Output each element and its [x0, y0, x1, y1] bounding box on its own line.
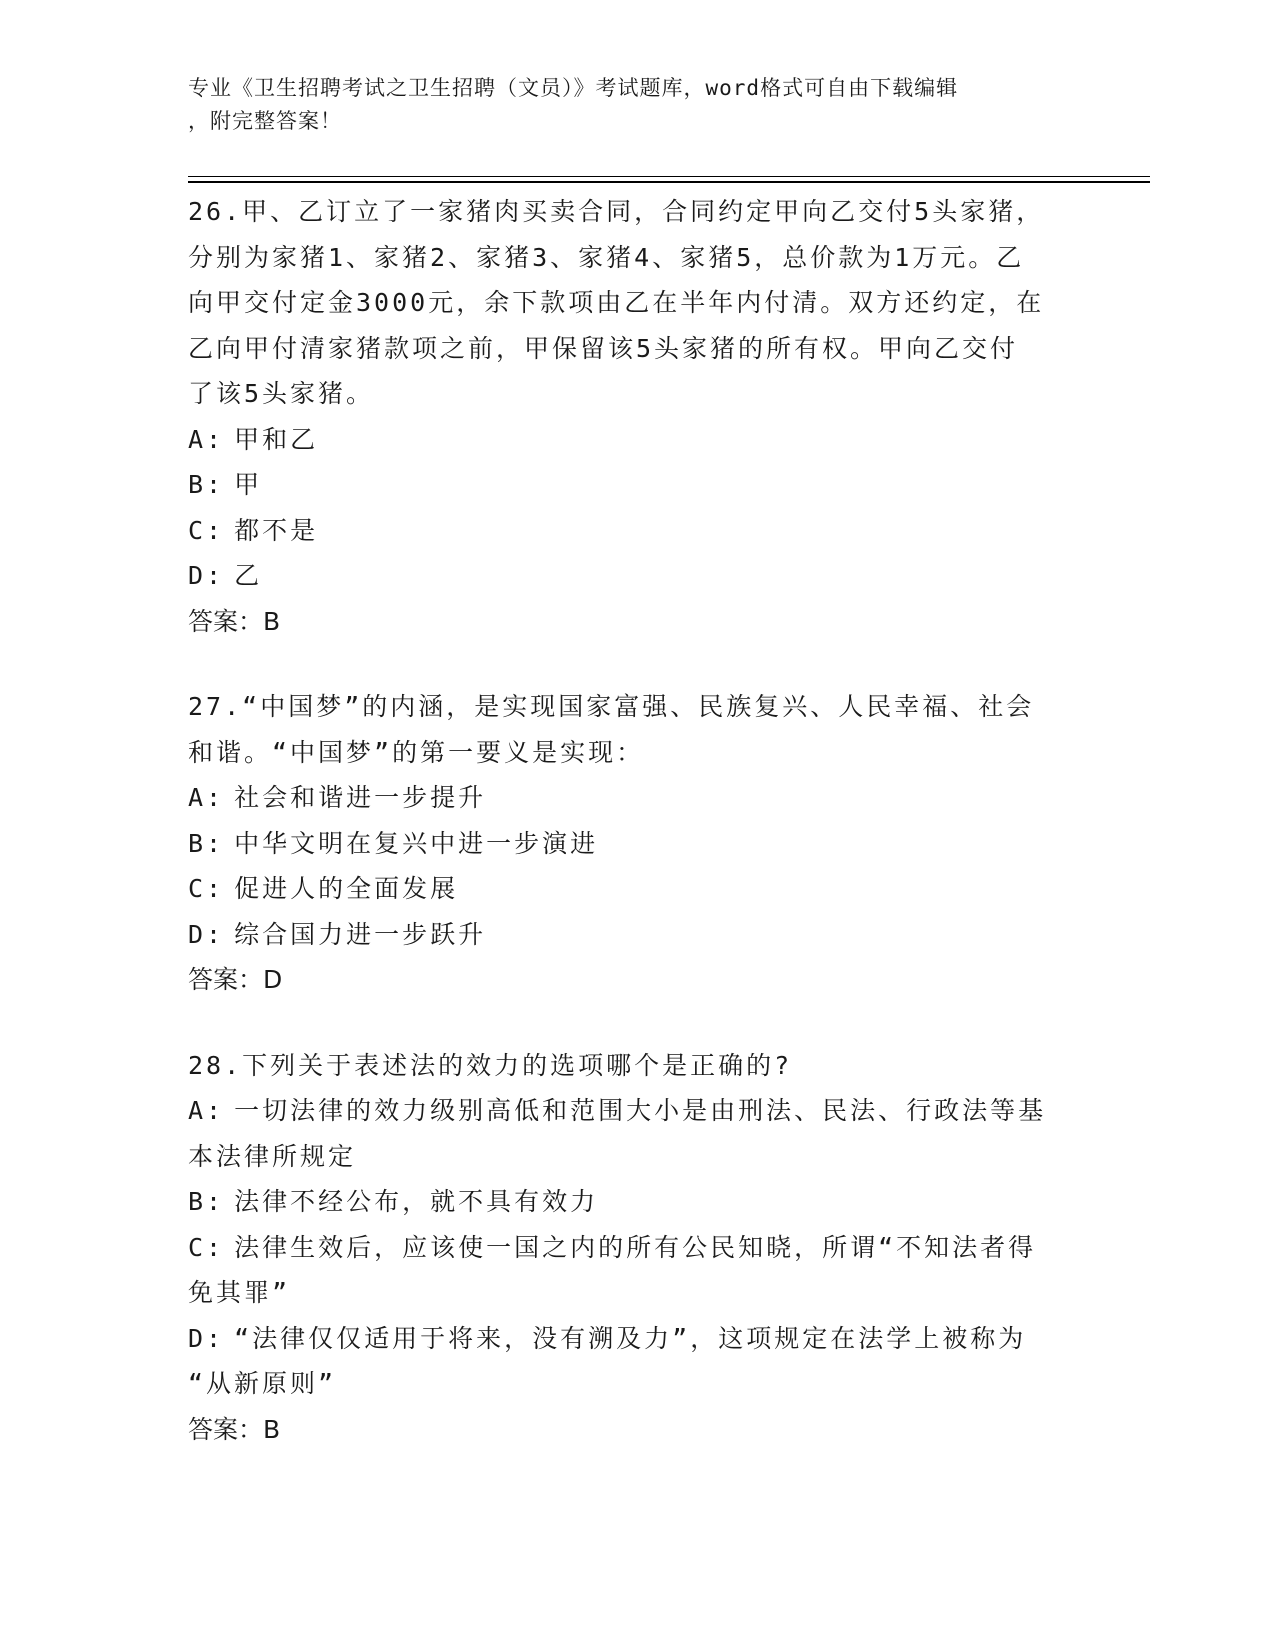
option-key: B:: [188, 828, 225, 858]
option-text: 法律不经公布，就不具有效力: [234, 1187, 599, 1216]
option-line: [188, 821, 1088, 867]
option-line: [188, 1179, 1088, 1225]
header-line-1: 专业《卫生招聘考试之卫生招聘（文员）》考试题库，word格式可自由下载编辑: [188, 76, 959, 100]
question-text-line: 向甲交付定金3000元，余下款项由乙在半年内付清。双方还约定，在: [188, 288, 1045, 317]
option-key: C:: [188, 874, 225, 903]
document-header: [188, 72, 1068, 138]
question-text-line: 乙向甲付清家猪款项之前，甲保留该5头家猪的所有权。甲向乙交付: [188, 333, 1019, 363]
option-key: A:: [188, 424, 225, 454]
header-divider-thin: [188, 176, 1150, 177]
option-text: 甲和乙: [234, 424, 319, 454]
header-divider-thick: [188, 181, 1150, 183]
answer-text: 答案：D: [188, 965, 283, 994]
question-block: [188, 189, 1088, 644]
option-text: 都不是: [234, 515, 319, 545]
question-text-line: 分别为家猪1、家猪2、家猪3、家猪4、家猪5，总价款为1万元。乙: [188, 242, 1025, 272]
option-text: 一切法律的效力级别高低和范围大小是由刑法、民法、行政法等基: [234, 1096, 1047, 1125]
option-line: [188, 553, 1088, 599]
option-line: [188, 1270, 1088, 1316]
option-key: A:: [188, 1096, 225, 1125]
option-line: [188, 775, 1088, 821]
question-text-line: 27.“中国梦”的内涵，是实现国家富强、民族复兴、人民幸福、社会: [188, 692, 1035, 721]
option-text: 本法律所规定: [188, 1141, 357, 1171]
option-line: [188, 1225, 1088, 1271]
option-line: [188, 1361, 1088, 1407]
option-key: B:: [188, 470, 225, 499]
option-line: [188, 417, 1088, 463]
option-line: [188, 912, 1088, 958]
option-text: 社会和谐进一步提升: [234, 783, 487, 812]
option-key: C:: [188, 515, 225, 545]
option-line: [188, 1316, 1088, 1362]
option-line: [188, 866, 1088, 912]
option-key: D:: [188, 561, 225, 590]
question-text-line: 了该5头家猪。: [188, 379, 375, 408]
option-key: A:: [188, 783, 225, 812]
option-text: “从新原则”: [188, 1369, 337, 1398]
option-text: 甲: [234, 470, 263, 499]
option-text: 促进人的全面发展: [234, 874, 459, 903]
option-key: B:: [188, 1187, 225, 1216]
option-key: C:: [188, 1232, 225, 1262]
option-line: [188, 462, 1088, 508]
option-text: 乙: [234, 561, 263, 590]
option-line: [188, 1088, 1088, 1134]
question-block: [188, 684, 1088, 1003]
answer-text: 答案：B: [188, 1414, 281, 1444]
option-text: “法律仅仅适用于将来，没有溯及力”，这项规定在法学上被称为: [234, 1323, 1027, 1353]
option-line: [188, 508, 1088, 554]
option-text: 法律生效后，应该使一国之内的所有公民知晓，所谓“不知法者得: [234, 1232, 1037, 1262]
option-text: 综合国力进一步跃升: [234, 919, 487, 949]
option-key: D:: [188, 1323, 225, 1353]
answer-text: 答案：B: [188, 606, 281, 636]
question-block: [188, 1043, 1088, 1453]
question-text-line: 和谐。“中国梦”的第一要义是实现：: [188, 737, 645, 767]
question-list: [188, 189, 1088, 1492]
question-text-line: 26.甲、乙订立了一家猪肉买卖合同，合同约定甲向乙交付5头家猪，: [188, 197, 1045, 226]
header-line-2: ，附完整答案！: [188, 109, 342, 133]
option-text: 中华文明在复兴中进一步演进: [234, 828, 599, 858]
option-key: D:: [188, 919, 225, 949]
option-text: 免其罪”: [188, 1278, 291, 1307]
option-line: [188, 1134, 1088, 1180]
question-text-line: 28.下列关于表述法的效力的选项哪个是正确的?: [188, 1050, 793, 1080]
